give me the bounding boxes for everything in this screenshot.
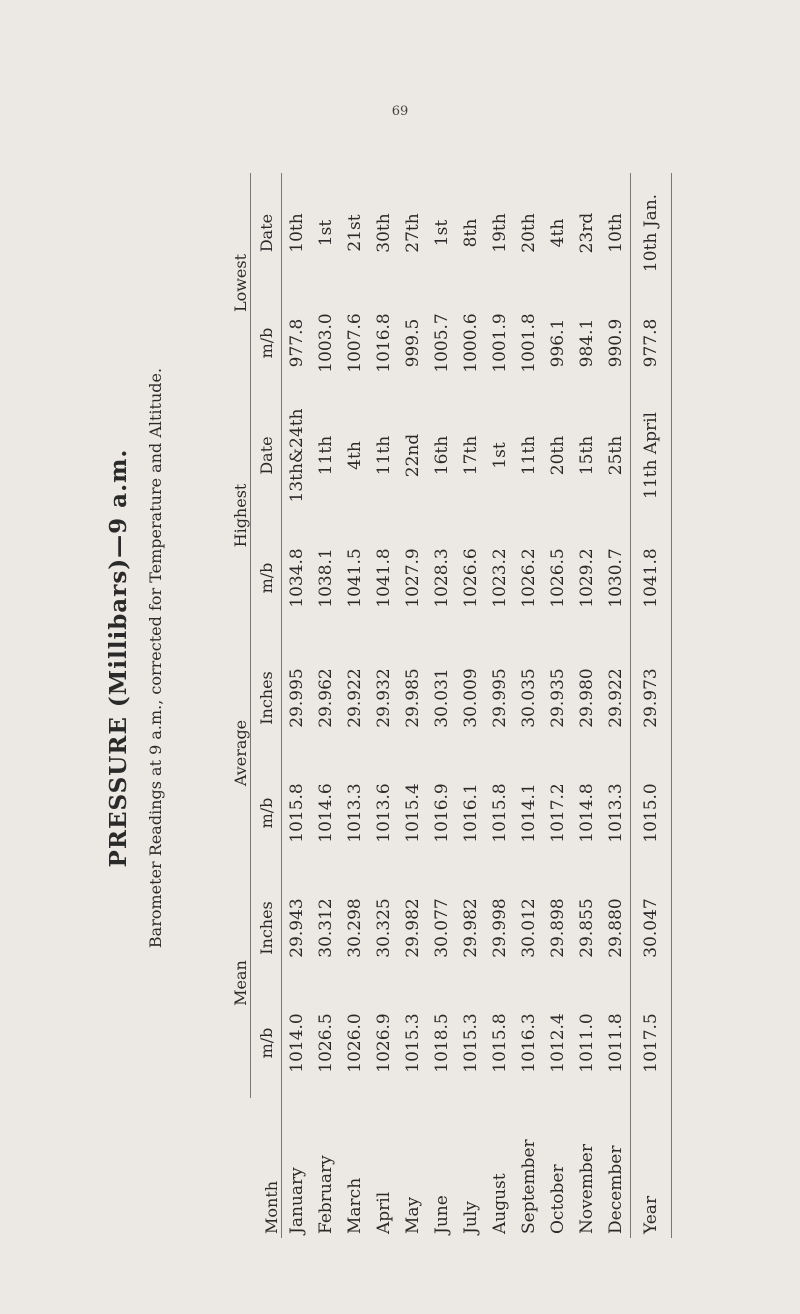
cell-avg-mb: 1014.6 [315,783,336,843]
cell-mean-mb: 1012.4 [547,1013,568,1073]
cell-mean-in: 29.998 [489,898,510,958]
cell-mean-mb: 1011.8 [605,1013,626,1073]
table-row [543,173,572,1238]
cell-high-mb: 1023.2 [489,548,510,608]
cell-mean-in: 29.982 [402,898,423,958]
cell-high-date: 22nd [402,433,423,478]
cell-mean-mb: 1017.5 [631,988,672,1098]
cell-low-mb: 999.5 [402,318,423,368]
table-row [340,173,369,1238]
cell-high-mb: 1027.9 [402,548,423,608]
cell-mean-mb: 1014.0 [286,1013,307,1073]
cell-avg-mb: 1013.3 [605,783,626,843]
header-lowest: Lowest [220,173,251,393]
table-row [485,173,514,1238]
cell-avg-mb: 1015.8 [286,783,307,843]
table-row [427,173,456,1238]
cell-mean-mb: 1016.3 [518,1013,539,1073]
year-row [631,173,672,1238]
table-row [601,173,631,1238]
cell-avg-in: 29.932 [373,668,394,728]
cell-low-mb: 1003.0 [315,313,336,373]
cell-low-mb: 1000.6 [460,313,481,373]
cell-mean-in: 29.880 [605,898,626,958]
table-subtitle: Barometer Readings at 9 a.m., corrected for Temperature and Altitude. [146,367,165,949]
cell-mean-in: 29.855 [576,898,597,958]
cell-high-mb: 1041.5 [344,548,365,608]
cell-avg-mb: 1015.4 [402,783,423,843]
cell-low-mb: 1005.7 [431,313,452,373]
cell-month: August [489,1173,510,1234]
cell-low-date: 10th [605,213,626,253]
cell-mean-mb: 1011.0 [576,1013,597,1073]
header-highest-date: Date [251,393,282,518]
cell-avg-in: 29.985 [402,668,423,728]
cell-mean-in: 29.898 [547,898,568,958]
table-row [311,173,340,1238]
cell-mean-mb: 1026.5 [315,1013,336,1073]
cell-month: September [518,1139,539,1234]
cell-mean-in: 30.325 [373,898,394,958]
cell-month: February [315,1155,336,1234]
cell-low-mb: 984.1 [576,318,597,368]
cell-avg-in: 30.031 [431,668,452,728]
header-mean-mb: m/b [251,988,282,1098]
cell-mean-mb: 1018.5 [431,1013,452,1073]
cell-low-date: 10th Jan. [631,173,672,293]
cell-avg-mb: 1016.1 [460,783,481,843]
cell-low-date: 23rd [576,212,597,254]
header-average: Average [220,638,251,868]
cell-low-date: 21st [344,214,365,252]
cell-high-date: 11th [373,435,394,476]
cell-high-mb: 1034.8 [286,548,307,608]
cell-high-mb: 1041.8 [631,518,672,638]
table-title: PRESSURE (Millibars)—9 a.m. [105,448,132,868]
cell-avg-in: 29.995 [489,668,510,728]
cell-mean-in: 30.012 [518,898,539,958]
cell-avg-in: 30.009 [460,668,481,728]
header-lowest-date: Date [251,173,282,293]
cell-high-date: 11th April [631,393,672,518]
cell-month: May [402,1196,423,1234]
cell-month: November [576,1144,597,1234]
cell-high-mb: 1030.7 [605,548,626,608]
header-mean-inches: Inches [251,868,282,988]
header-highest: Highest [220,393,251,638]
cell-high-date: 13th&24th [286,408,307,503]
cell-avg-in: 29.922 [605,668,626,728]
cell-low-mb: 977.8 [631,293,672,393]
table-row [572,173,601,1238]
cell-month: March [344,1177,365,1234]
cell-low-mb: 1007.6 [344,313,365,373]
cell-low-mb: 996.1 [547,318,568,368]
cell-low-date: 27th [402,213,423,253]
cell-high-mb: 1026.2 [518,548,539,608]
header-month: Month [220,1098,282,1238]
cell-low-date: 19th [489,213,510,253]
cell-month: January [286,1167,307,1234]
cell-avg-in: 29.973 [631,638,672,758]
rotated-table-block [100,78,760,1238]
cell-low-mb: 977.8 [286,318,307,368]
table-row [369,173,398,1238]
cell-low-mb: 1001.9 [489,313,510,373]
cell-month: April [373,1191,394,1234]
cell-avg-mb: 1013.6 [373,783,394,843]
cell-month: June [431,1195,452,1234]
cell-high-mb: 1028.3 [431,548,452,608]
cell-mean-in: 30.312 [315,898,336,958]
cell-avg-mb: 1014.1 [518,783,539,843]
cell-low-mb: 1016.8 [373,313,394,373]
cell-mean-mb: 1026.0 [344,1013,365,1073]
cell-avg-in: 29.935 [547,668,568,728]
cell-high-date: 1st [489,442,510,469]
cell-month: Year [631,1098,672,1238]
cell-low-date: 4th [547,218,568,248]
header-average-inches: Inches [251,638,282,758]
cell-high-mb: 1026.5 [547,548,568,608]
pressure-table [220,173,672,1238]
cell-avg-in: 29.962 [315,668,336,728]
cell-mean-in: 30.047 [631,868,672,988]
cell-avg-mb: 1015.8 [489,783,510,843]
cell-avg-in: 29.995 [286,668,307,728]
cell-avg-in: 29.980 [576,668,597,728]
cell-low-date: 8th [460,218,481,248]
header-highest-mb: m/b [251,518,282,638]
cell-low-date: 1st [431,219,452,247]
cell-low-date: 30th [373,213,394,253]
cell-avg-mb: 1014.8 [576,783,597,843]
table-body [282,173,672,1238]
cell-avg-in: 29.922 [344,668,365,728]
cell-low-mb: 990.9 [605,318,626,368]
header-average-mb: m/b [251,758,282,868]
page-number: 69 [391,104,409,119]
cell-high-date: 16th [431,435,452,476]
cell-high-mb: 1029.2 [576,548,597,608]
cell-mean-in: 29.943 [286,898,307,958]
cell-mean-mb: 1026.9 [373,1013,394,1073]
cell-high-date: 4th [344,441,365,470]
cell-mean-mb: 1015.3 [402,1013,423,1073]
cell-avg-mb: 1015.0 [631,758,672,868]
cell-avg-in: 30.035 [518,668,539,728]
cell-mean-in: 30.298 [344,898,365,958]
cell-month: July [460,1201,481,1234]
cell-high-date: 25th [605,435,626,476]
cell-month: December [605,1145,626,1234]
cell-avg-mb: 1016.9 [431,783,452,843]
cell-mean-in: 29.982 [460,898,481,958]
cell-low-date: 1st [315,219,336,247]
table-row [282,173,312,1238]
header-lowest-mb: m/b [251,293,282,393]
cell-mean-mb: 1015.8 [489,1013,510,1073]
cell-high-date: 17th [460,435,481,476]
cell-avg-mb: 1013.3 [344,783,365,843]
cell-low-date: 20th [518,213,539,253]
cell-high-mb: 1026.6 [460,548,481,608]
table-row [398,173,427,1238]
cell-low-mb: 1001.8 [518,313,539,373]
header-mean: Mean [220,868,251,1098]
cell-high-date: 11th [315,435,336,476]
cell-high-date: 11th [518,435,539,476]
cell-high-mb: 1038.1 [315,548,336,608]
cell-high-mb: 1041.8 [373,548,394,608]
cell-month: October [547,1164,568,1234]
table-row [514,173,543,1238]
cell-high-date: 15th [576,435,597,476]
cell-avg-mb: 1017.2 [547,783,568,843]
cell-mean-in: 30.077 [431,898,452,958]
cell-mean-mb: 1015.3 [460,1013,481,1073]
table-row [456,173,485,1238]
cell-low-date: 10th [286,213,307,253]
cell-high-date: 20th [547,435,568,476]
